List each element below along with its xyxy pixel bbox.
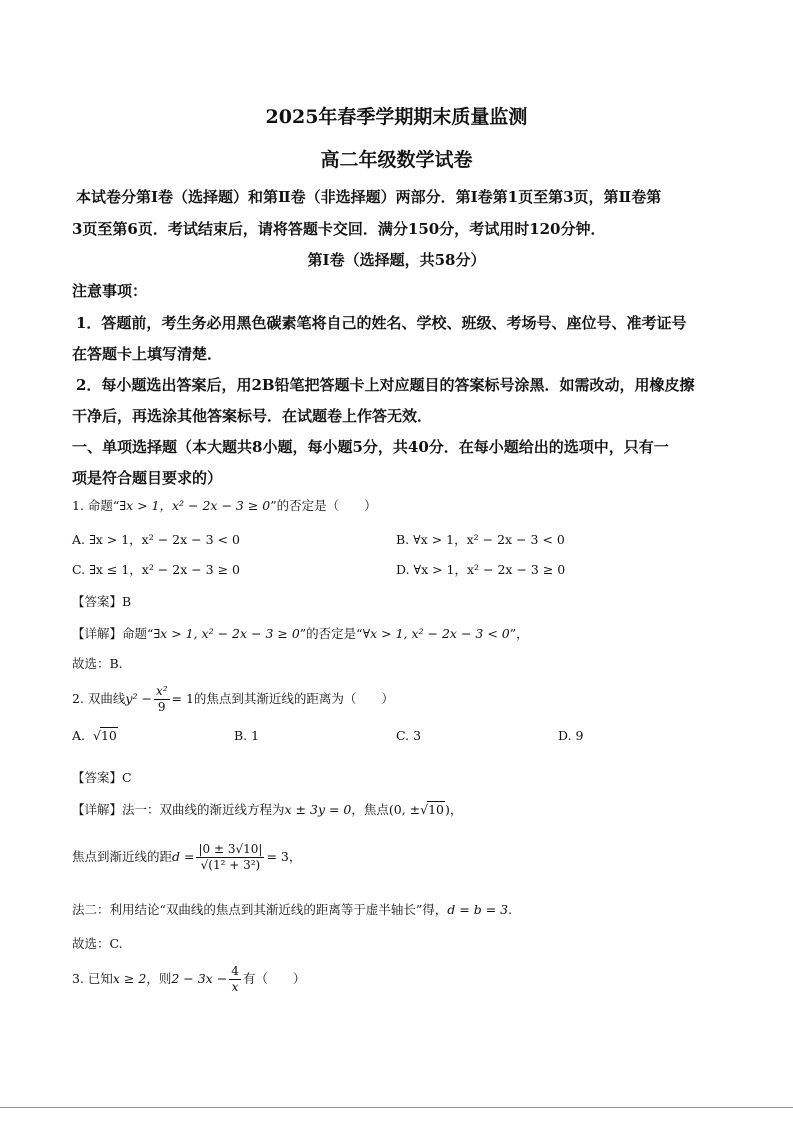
q3-stem-math-2: 2 − 3x − [171,971,228,986]
notice-2-line-1: 2．每小题选出答案后，用2B铅笔把答题卡上对应题目的答案标号涂黑．如需改动，用橡皮擦 [76,376,695,394]
q1-stem-math: ∃x > 1，x² − 2x − 3 ≥ 0 [119,498,271,513]
q2-choose: 故选：C. [72,936,123,951]
q2-detail-math-1: x ± 3y = 0 [284,802,352,817]
q2-option-a [72,728,118,743]
notice-heading: 注意事项： [72,282,148,300]
q1-option-c: C. ∃x ≤ 1，x² − 2x − 3 ≥ 0 [72,562,240,577]
q2-distance-suffix: ， [288,849,302,864]
q2-method2-suffix: . [508,902,513,917]
q1-answer: 【答案】B [72,594,132,609]
q1-detail [72,624,529,642]
q1-option-d: D. ∀x > 1，x² − 2x − 3 ≥ 0 [396,562,566,577]
q2-detail [72,800,462,818]
q2-detail-prefix: 【详解】法一：双曲线的渐近线方程为 [72,802,285,817]
notice-1-line-1: 1．答题前，考生务必用黑色碳素笔将自己的姓名、学校、班级、考场号、座位号、准考证号 [76,314,687,332]
q2-stem-fraction-num: x² [155,684,168,698]
q1-choose: 故选：B. [72,656,123,671]
q2-method2-prefix: 法二：利用结论“双曲线的焦点到其渐近线的距离等于虚半轴长”得， [72,902,448,917]
sqrt-icon: √ [420,802,429,817]
page-bottom-divider [0,1107,793,1108]
q2-stem-prefix: 2. 双曲线 [72,691,126,706]
q2-detail-focus-b: 10 [428,802,445,817]
notice-1-line-2: 在答题卡上填写清楚． [72,345,223,363]
q1-detail-math-1: ∃x > 1, x² − 2x − 3 ≥ 0 [153,626,300,641]
intro-line-1: 本试卷分第Ⅰ卷（选择题）和第Ⅱ卷（非选择题）两部分．第Ⅰ卷第1页至第3页，第Ⅱ卷第 [76,188,662,206]
q3-stem-prefix: 3. 已知 [72,971,113,986]
notice-2-line-2: 干净后，再选涂其他答案标号．在试题卷上作答无效． [72,407,433,425]
sqrt-icon: √ [92,728,101,743]
section1-line-2: 项是符合题目要求的） [72,469,223,487]
q2-answer: 【答案】C [72,770,132,785]
q2-detail-mid: ，焦点 [351,802,389,817]
part1-heading: 第Ⅰ卷（选择题，共58分） [307,251,486,269]
q2-detail-focus-c: ) [445,802,450,817]
q2-distance-den: √(1² + 3²) [200,858,261,872]
q3-stem-fraction-den: x [231,980,239,994]
q1-detail-math-2: ∀x > 1, x² − 2x − 3 < 0 [362,626,510,641]
q1-detail-prefix: 【详解】命题“ [72,626,154,641]
q2-option-a-value: 10 [100,728,117,743]
q2-stem-y: y² − [125,691,152,706]
q2-detail-suffix: ， [449,802,463,817]
exam-title: 2025年春季学期期末质量监测 [265,106,528,128]
q2-distance-prefix: 焦点到渐近线的距 [72,849,173,864]
q2-distance-d: d = [172,849,195,864]
q2-stem-fraction-den: 9 [157,700,166,714]
q1-stem-suffix: ”的否定是（ ） [270,498,377,513]
q2-option-a-label: A. [72,728,86,743]
q3-stem-math-1: x ≥ 2 [112,971,147,986]
q2-method2 [72,900,512,918]
section1-line-1: 一、单项选择题（本大题共8小题，每小题5分，共40分．在每小题给出的选项中，只有一 [72,438,669,456]
q2-distance [72,842,301,873]
q1-option-a: A. ∃x > 1，x² − 2x − 3 < 0 [72,532,240,547]
intro-line-2: 3页至第6页．考试结束后，请将答题卡交回．满分150分，考试用时120分钟． [72,220,606,238]
q1-detail-suffix: ”， [509,626,529,641]
q2-option-b: B. 1 [234,728,260,743]
q3-stem [72,964,305,995]
q2-distance-fraction [196,842,264,873]
q2-method2-math: d = b = 3 [447,902,509,917]
q3-stem-fraction [229,964,241,995]
q2-stem-eq: = 1 [171,691,194,706]
q2-option-c: C. 3 [396,728,422,743]
q1-stem-prefix: 1. 命题“ [72,498,120,513]
q2-option-d: D. 9 [558,728,584,743]
q3-stem-mid: ，则 [146,971,172,986]
q2-stem [72,684,394,715]
q1-option-b: B. ∀x > 1，x² − 2x − 3 < 0 [396,532,565,547]
q2-stem-fraction [154,684,170,715]
q3-stem-fraction-num: 4 [231,964,239,978]
q2-detail-focus-a: (0, ± [388,802,421,817]
q1-stem [72,496,377,514]
q2-distance-num: |0 ± 3√10| [198,842,263,856]
exam-subtitle: 高二年级数学试卷 [320,149,473,171]
q2-distance-eq: = 3 [266,849,289,864]
q3-stem-suffix: 有（ ） [242,971,306,986]
q2-stem-suffix: 的焦点到其渐近线的距离为（ ） [193,691,394,706]
q1-detail-mid: ”的否定是“ [299,626,363,641]
